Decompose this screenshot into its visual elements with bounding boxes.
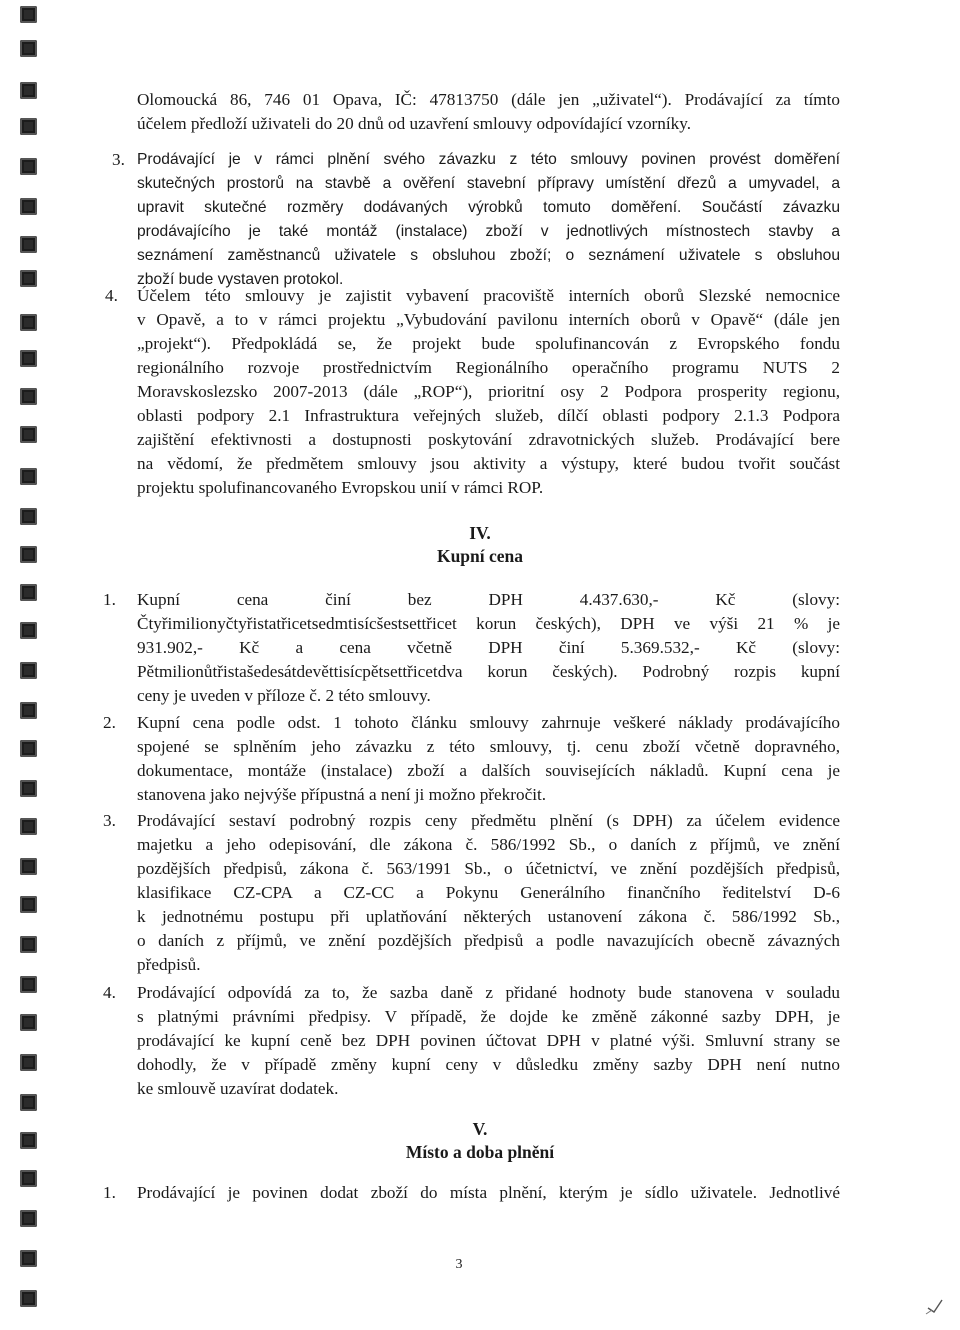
text-line: projektu spolufinancovaného Evropskou unií v rámci ROP. xyxy=(137,478,544,497)
text-line: Prodávající sestaví podrobný rozpis ceny předmětu plnění (s DPH) za účelem evidence xyxy=(137,811,840,830)
price-clause-1 xyxy=(137,588,840,708)
punch-hole xyxy=(20,1094,37,1111)
punch-hole xyxy=(20,158,37,175)
text-line: dokumentace, montáže (instalace) zboží a dalších souvisejících nákladů. Kupní cena je xyxy=(137,761,840,780)
text-line: stanovena jako nejvýše přípustná a není ji možno překročit. xyxy=(137,785,547,804)
punch-hole xyxy=(20,896,37,913)
price-clause-3 xyxy=(137,809,840,977)
text-line: Prodávající odpovídá za to, že sazba daně z přidané hodnoty bude stanovena v souladu xyxy=(137,983,840,1002)
punch-hole xyxy=(20,468,37,485)
text-line: seznámení zaměstnanců uživatele s obsluhou zboží; o seznámení uživatele s obsluhou xyxy=(137,247,840,264)
punch-hole xyxy=(20,1210,37,1227)
punch-hole xyxy=(20,976,37,993)
text-line: Prodávající je povinen dodat zboží do místa plnění, kterým je sídlo uživatele. Jednotlivé xyxy=(137,1183,840,1202)
punch-hole xyxy=(20,314,37,331)
item-number: 2. xyxy=(103,713,116,732)
punch-hole xyxy=(20,584,37,601)
text-line: zboží bude vystaven protokol. xyxy=(137,271,344,288)
text-line: o daních z příjmů, ve znění pozdějších předpisů a podle navazujících obecně závazných xyxy=(137,931,840,950)
price-clause-4 xyxy=(137,981,840,1101)
pen-mark-icon xyxy=(924,1294,946,1316)
text-line: 931.902,- Kč a cena včetně DPH činí 5.369.532,- Kč (slovy: xyxy=(137,638,840,657)
item-number: 4. xyxy=(103,983,116,1002)
text-line: klasifikace CZ-CPA a CZ-CC a Pokynu Generálního finančního ředitelství D-6 xyxy=(137,883,840,902)
text-line: ke smlouvě uzavírat dodatek. xyxy=(137,1079,339,1098)
section-title: Kupní cena xyxy=(436,546,524,566)
text-line: Prodávající je v rámci plnění svého závazku z této smlouvy povinen provést doměření xyxy=(137,151,840,168)
section-numeral: V. xyxy=(472,1119,488,1139)
text-line: předpisů. xyxy=(137,955,201,974)
item-number: 3. xyxy=(103,811,116,830)
text-line: Účelem této smlouvy je zajistit vybavení pracoviště interních oborů Slezské nemocnice xyxy=(137,286,840,305)
punch-hole xyxy=(20,740,37,757)
text-line: Moravskoslezsko 2007-2013 (dále „ROP“), prioritní osy 2 Podpora prosperity regionu, xyxy=(137,382,840,401)
item-number: 3. xyxy=(112,150,125,169)
text-line: skutečných prostorů na stavbě a ověření stavební přípravy umístění dřezů a umyvadel, a xyxy=(137,175,840,192)
punch-hole xyxy=(20,858,37,875)
text-line: zajištění efektivnosti a dostupnosti poskytování zdravotnických služeb. Prodávající bere xyxy=(137,430,840,449)
text-line: Pětmilionůtřistašedesátdevěttisícpětsettřicetdva korun českých). Podrobný rozpis kupní xyxy=(137,662,840,681)
punch-hole xyxy=(20,40,37,57)
text-line: upravit skutečné rozměry dodávaných výrobků tomuto doměření. Součástí závazku xyxy=(137,199,840,216)
place-clause-1 xyxy=(137,1181,840,1205)
text-line: prodávajícího je také montáž (instalace) zboží v jednotlivých místnostech stavby a xyxy=(137,223,840,240)
text-line: pozdějších předpisů, zákona č. 563/1991 Sb., o účetnictví, ve znění pozdějších předpisů, xyxy=(137,859,840,878)
text-line: s platnými právními předpisy. V případě, že dojde ke změně zákonné sazby DPH, je xyxy=(137,1007,840,1026)
punch-hole xyxy=(20,936,37,953)
punch-hole xyxy=(20,426,37,443)
text-line: k jednotnému postupu při uplatňování některých ustanovení zákona č. 586/1992 Sb., xyxy=(137,907,840,926)
text-line: dohodly, že v případě změny kupní ceny v důsledku změny sazby DPH není nutno xyxy=(137,1055,840,1074)
punch-hole xyxy=(20,780,37,797)
text-line: majetku a jeho odepisování, dle zákona č. 586/1992 Sb., o daních z příjmů, ve znění xyxy=(137,835,840,854)
section-numeral: IV. xyxy=(469,523,491,543)
punch-hole xyxy=(20,1170,37,1187)
text-line: ceny je uveden v příloze č. 2 této smlouvy. xyxy=(137,686,431,705)
text-line: v Opavě, a to v rámci projektu „Vybudování pavilonu interních oborů v Opavě“ (dále jen xyxy=(137,310,840,329)
punch-hole xyxy=(20,818,37,835)
punch-hole xyxy=(20,622,37,639)
text-line: „projekt“). Předpokládá se, že projekt bude spolufinancován z Evropského fondu xyxy=(137,334,840,353)
punch-hole xyxy=(20,702,37,719)
punch-hole xyxy=(20,388,37,405)
punch-hole xyxy=(20,198,37,215)
intro-paragraph xyxy=(137,88,840,136)
punch-hole xyxy=(20,6,37,23)
text-line: Čtyřimilionyčtyřistatřicetsedmtisícšestsettřicet korun českých), DPH ve výši 21 % je xyxy=(137,614,840,633)
clause-3-text xyxy=(137,148,840,292)
section-title: Místo a doba plnění xyxy=(405,1142,555,1162)
item-number: 1. xyxy=(103,1183,116,1202)
text-line: regionálního rozvoje prostřednictvím Regionálního operačního programu NUTS 2 xyxy=(137,358,840,377)
price-clause-2 xyxy=(137,711,840,807)
text-line: Kupní cena podle odst. 1 tohoto článku smlouvy zahrnuje veškeré náklady prodávajícího xyxy=(137,713,840,732)
item-number: 1. xyxy=(103,590,116,609)
punch-hole xyxy=(20,236,37,253)
punch-hole xyxy=(20,350,37,367)
text-line: oblasti podpory 2.1 Infrastruktura veřejných služeb, dílčí oblasti podpory 2.1.3 Podpora xyxy=(137,406,840,425)
punch-hole xyxy=(20,1014,37,1031)
item-number: 4. xyxy=(105,286,118,305)
punch-hole xyxy=(20,118,37,135)
punch-hole xyxy=(20,82,37,99)
text-line: účelem předloží uživateli do 20 dnů od uzavření smlouvy odpovídající vzorníky. xyxy=(137,114,691,133)
clause-4-text xyxy=(137,284,840,500)
text-line: Olomoucká 86, 746 01 Opava, IČ: 47813750 (dále jen „uživatel“). Prodávající za tímto xyxy=(137,90,840,109)
punch-hole xyxy=(20,1290,37,1307)
punch-hole xyxy=(20,270,37,287)
text-line: na vědomí, že předmětem smlouvy jsou aktivity a výstupy, které budou tvořit součást xyxy=(137,454,840,473)
text-line: Kupní cena činí bez DPH 4.437.630,- Kč (slovy: xyxy=(137,590,840,609)
text-line: spojené se splněním jeho závazku z této smlouvy, tj. cenu zboží včetně dopravného, xyxy=(137,737,840,756)
text-line: prodávající ke kupní ceně bez DPH povinen účtovat DPH v platné výši. Smluvní strany se xyxy=(137,1031,840,1050)
punch-hole xyxy=(20,1054,37,1071)
page-number: 3 xyxy=(455,1257,463,1272)
punch-hole xyxy=(20,662,37,679)
